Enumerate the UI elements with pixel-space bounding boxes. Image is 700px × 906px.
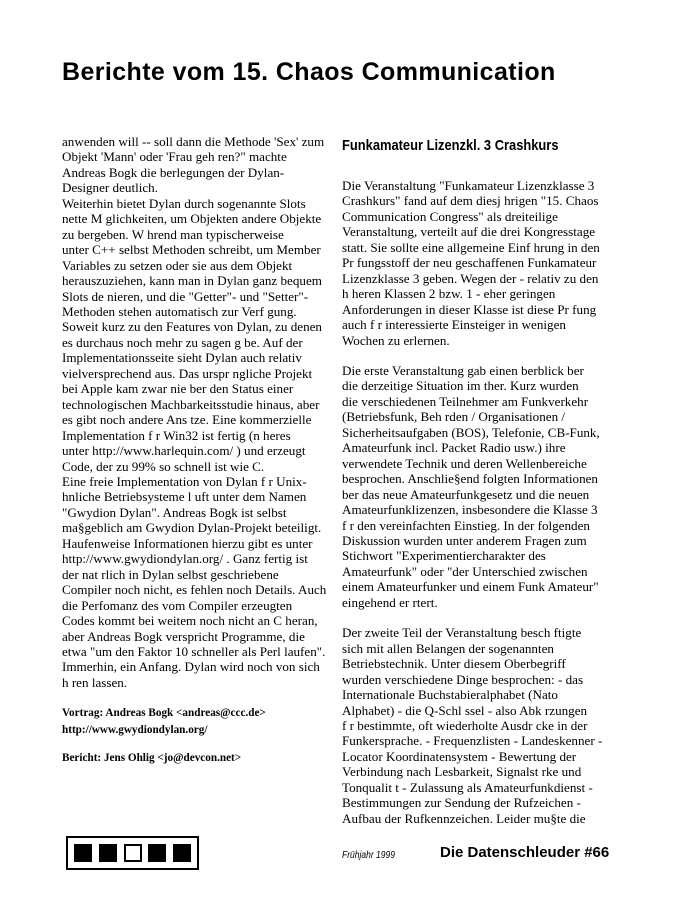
body-line: anwenden will -- soll dann die Methode 'Sex' zum xyxy=(62,134,325,149)
body-line: bei Apple kam zwar nie ber den Status einer xyxy=(62,381,294,397)
body-line: Der zweite Teil der Veranstaltung besch ftigte xyxy=(342,625,582,641)
body-line: Die erste Veranstaltung gab einen berblick ber xyxy=(342,362,584,378)
body-line: Bestimmungen zur Sendung der Rufzeichen - xyxy=(342,795,581,811)
body-line: Betriebstechnik. Unter diesem Oberbegriff xyxy=(342,656,566,672)
footer-box-strip xyxy=(66,836,199,870)
body-line: http://www.gwydiondylan.org/ . Ganz fertig ist xyxy=(62,551,308,567)
body-line: Eine freie Implementation von Dylan f r Unix- xyxy=(62,473,307,489)
body-line: f r bestimmte, oft wiederholte Ausdr cke in der xyxy=(342,717,588,733)
paragraph-gap xyxy=(342,348,608,363)
body-line: Anforderungen in dieser Klasse ist diese Pr fung xyxy=(342,301,597,317)
body-line: Code, der zu 99% so schnell ist wie C. xyxy=(62,458,265,474)
paragraph-gap xyxy=(342,610,608,625)
body-line: etwa "um den Faktor 10 schneller als Perl laufen". xyxy=(62,643,326,659)
body-line: Wochen zu erlernen. xyxy=(342,332,450,348)
body-line: technologischen Machbarkeitsstudie hinaus, aber xyxy=(62,396,320,412)
filled-square-icon xyxy=(148,844,166,862)
body-line: Locator Koordinatensystem - Bewertung der xyxy=(342,748,577,764)
body-line: die Perfomanz des vom Compiler erzeugten xyxy=(62,597,293,613)
talk-url-link[interactable]: http://www.gwydiondylan.org/ xyxy=(62,724,208,737)
body-line: es gibt noch andere Ans tze. Eine kommerzielle xyxy=(62,412,312,428)
body-line: f r den vereinfachten Einstieg. In der folgenden xyxy=(342,517,590,533)
spacer xyxy=(62,690,362,705)
body-line: Aufbau der Rufkennzeichen. Leider mu§te die xyxy=(342,810,586,826)
right-column xyxy=(342,134,608,826)
body-line: h heren Klassen 2 bzw. 1 - eher geringen xyxy=(342,286,556,302)
body-line: Stichwort "Experimentiercharakter des xyxy=(342,548,546,564)
body-line: h ren lassen. xyxy=(62,674,128,690)
body-line: besprochen. Anschlie§end folgten Informationen xyxy=(342,471,598,487)
body-line: Codes kommt bei weitem noch nicht an C heran, xyxy=(62,613,318,629)
body-line: Crashkurs" fand auf dem diesj hrigen "15. Chaos xyxy=(342,193,599,209)
body-line: die derzeitige Situation im ther. Kurz wurden xyxy=(342,378,579,394)
body-line: Designer deutlich. xyxy=(62,180,158,196)
body-line: Weiterhin bietet Dylan durch sogenannte Slots xyxy=(62,195,306,211)
body-line: einem Amateurfunker und einem Funk Amateur" xyxy=(342,579,599,595)
body-line: "Gwydion Dylan". Andreas Bogk ist selbst xyxy=(62,504,287,520)
paragraph xyxy=(342,363,608,610)
body-line: Methoden stehen automatisch zur Verf gung. xyxy=(62,303,297,319)
body-line: zu bergeben. W hrend man typischerweise xyxy=(62,226,284,242)
body-line: ber das neue Amateurfunkgesetz und die neuen xyxy=(342,486,590,502)
left-body-text xyxy=(62,134,362,690)
body-line: vielversprechend aus. Das urspr ngliche Projekt xyxy=(62,365,313,381)
body-line: Implementationsseite sieht Dylan auch relativ xyxy=(62,350,302,366)
body-line: Alphabet) - die Q-Schl ssel - also Abk rzungen xyxy=(342,702,588,718)
body-line: Funkersprache. - Frequenzlisten - Landeskenner - xyxy=(342,733,603,749)
body-line: verwendete Technik und deren Wellenbereiche xyxy=(342,455,587,471)
body-line: Internationale Buchstabieralphabet (Nato xyxy=(342,687,558,703)
body-line: die verschiedenen Teilnehmer am Funkverkehr xyxy=(342,393,589,409)
body-line: Variables zu setzen oder sie aus dem Objekt xyxy=(62,257,293,273)
body-line: Die Veranstaltung "Funkamateur Lizenzklasse 3 xyxy=(342,178,595,193)
body-line: herauszuziehen, kann man in Dylan ganz bequem xyxy=(62,273,322,289)
body-line: statt. Sie sollte eine allgemeine Einf hrung in den xyxy=(342,239,600,255)
body-line: Immerhin, ein Anfang. Dylan wird noch von sich xyxy=(62,659,320,675)
report-credit: Bericht: Jens Ohlig <jo@devcon.net> xyxy=(62,752,242,765)
body-line: Amateurfunklizenzen, insbesondere die Klasse 3 xyxy=(342,502,598,518)
body-line: Tonqualit t - Zulassung als Amateurfunkdienst - xyxy=(342,779,593,795)
body-line: nette M glichkeiten, um Objekten andere Objekte xyxy=(62,211,322,227)
body-line: Slots de nieren, und die "Getter"- und "Setter"- xyxy=(62,288,309,304)
body-line: (Betriebsfunk, Beh rden / Organisationen / xyxy=(342,409,566,425)
body-line: Diskussion wurden unter anderem Fragen zum xyxy=(342,532,587,548)
body-line: ma§geblich am Gwydion Dylan-Projekt beteiligt. xyxy=(62,520,322,536)
issue-date: Frühjahr 1999 xyxy=(342,850,395,861)
body-line: aber Andreas Bogk verspricht Programme, die xyxy=(62,628,305,644)
body-line: hnliche Betriebsysteme l uft unter dem Namen xyxy=(62,489,307,505)
empty-square-icon xyxy=(124,844,142,862)
body-line: Amateurfunk" oder "der Unterschied zwischen xyxy=(342,563,588,579)
body-line: der nat rlich in Dylan selbst geschriebene xyxy=(62,566,279,582)
filled-square-icon xyxy=(99,844,117,862)
right-body-text xyxy=(342,178,608,826)
body-line: auch f r interessierte Einsteiger in wenigen xyxy=(342,317,566,333)
body-line: Implementation f r Win32 ist fertig (n heres xyxy=(62,427,291,443)
body-line: unter http://www.harlequin.com/ ) und erzeugt xyxy=(62,443,306,459)
body-line: unter C++ selbst Methoden schreibt, um Member xyxy=(62,242,321,258)
body-line: Communication Congress" als dreiteilige xyxy=(342,208,558,224)
body-line: Objekt 'Mann' oder 'Frau geh ren?" machte xyxy=(62,149,287,165)
paragraph xyxy=(342,178,608,348)
talk-credit: Vortrag: Andreas Bogk <andreas@ccc.de> xyxy=(62,707,266,720)
filled-square-icon xyxy=(173,844,191,862)
section-title: Funkamateur Lizenzkl. 3 Crashkurs xyxy=(342,137,559,154)
filled-square-icon xyxy=(74,844,92,862)
spacer xyxy=(62,739,362,750)
body-line: Haufenweise Informationen hierzu gibt es unter xyxy=(62,535,313,551)
body-line: Compiler noch nicht, es fehlen noch Details. Auch xyxy=(62,582,327,598)
body-line: Verbindung nach Lesbarkeit, Signalst rke und xyxy=(342,764,582,780)
body-line: sich mit allen Belangen der sogenannten xyxy=(342,640,554,656)
body-line: wurden verschiedene Dinge besprochen: - das xyxy=(342,671,584,687)
body-line: Amateurfunk incl. Packet Radio usw.) ihre xyxy=(342,440,566,456)
body-line: eingehend er rtert. xyxy=(342,594,438,610)
page-headline: Berichte vom 15. Chaos Communication xyxy=(62,58,556,86)
magazine-issue: Die Datenschleuder #66 xyxy=(440,844,610,861)
body-line: Pr fungsstoff der neu geschaffenen Funkamateur xyxy=(342,255,597,271)
body-line: es durchaus noch mehr zu sagen g be. Auf der xyxy=(62,334,303,350)
body-line: Veranstaltung, verteilt auf die drei Kongresstage xyxy=(342,224,596,240)
paragraph xyxy=(342,625,608,826)
body-line: Andreas Bogk die berlegungen der Dylan- xyxy=(62,164,285,180)
body-line: Lizenzklasse 3 geben. Wegen der - relativ zu den xyxy=(342,270,599,286)
body-line: Sicherheitsaufgaben (BOS), Telefonie, CB-Funk, xyxy=(342,424,600,440)
left-column xyxy=(62,134,362,767)
body-line: Soweit kurz zu den Features von Dylan, zu denen xyxy=(62,319,322,335)
